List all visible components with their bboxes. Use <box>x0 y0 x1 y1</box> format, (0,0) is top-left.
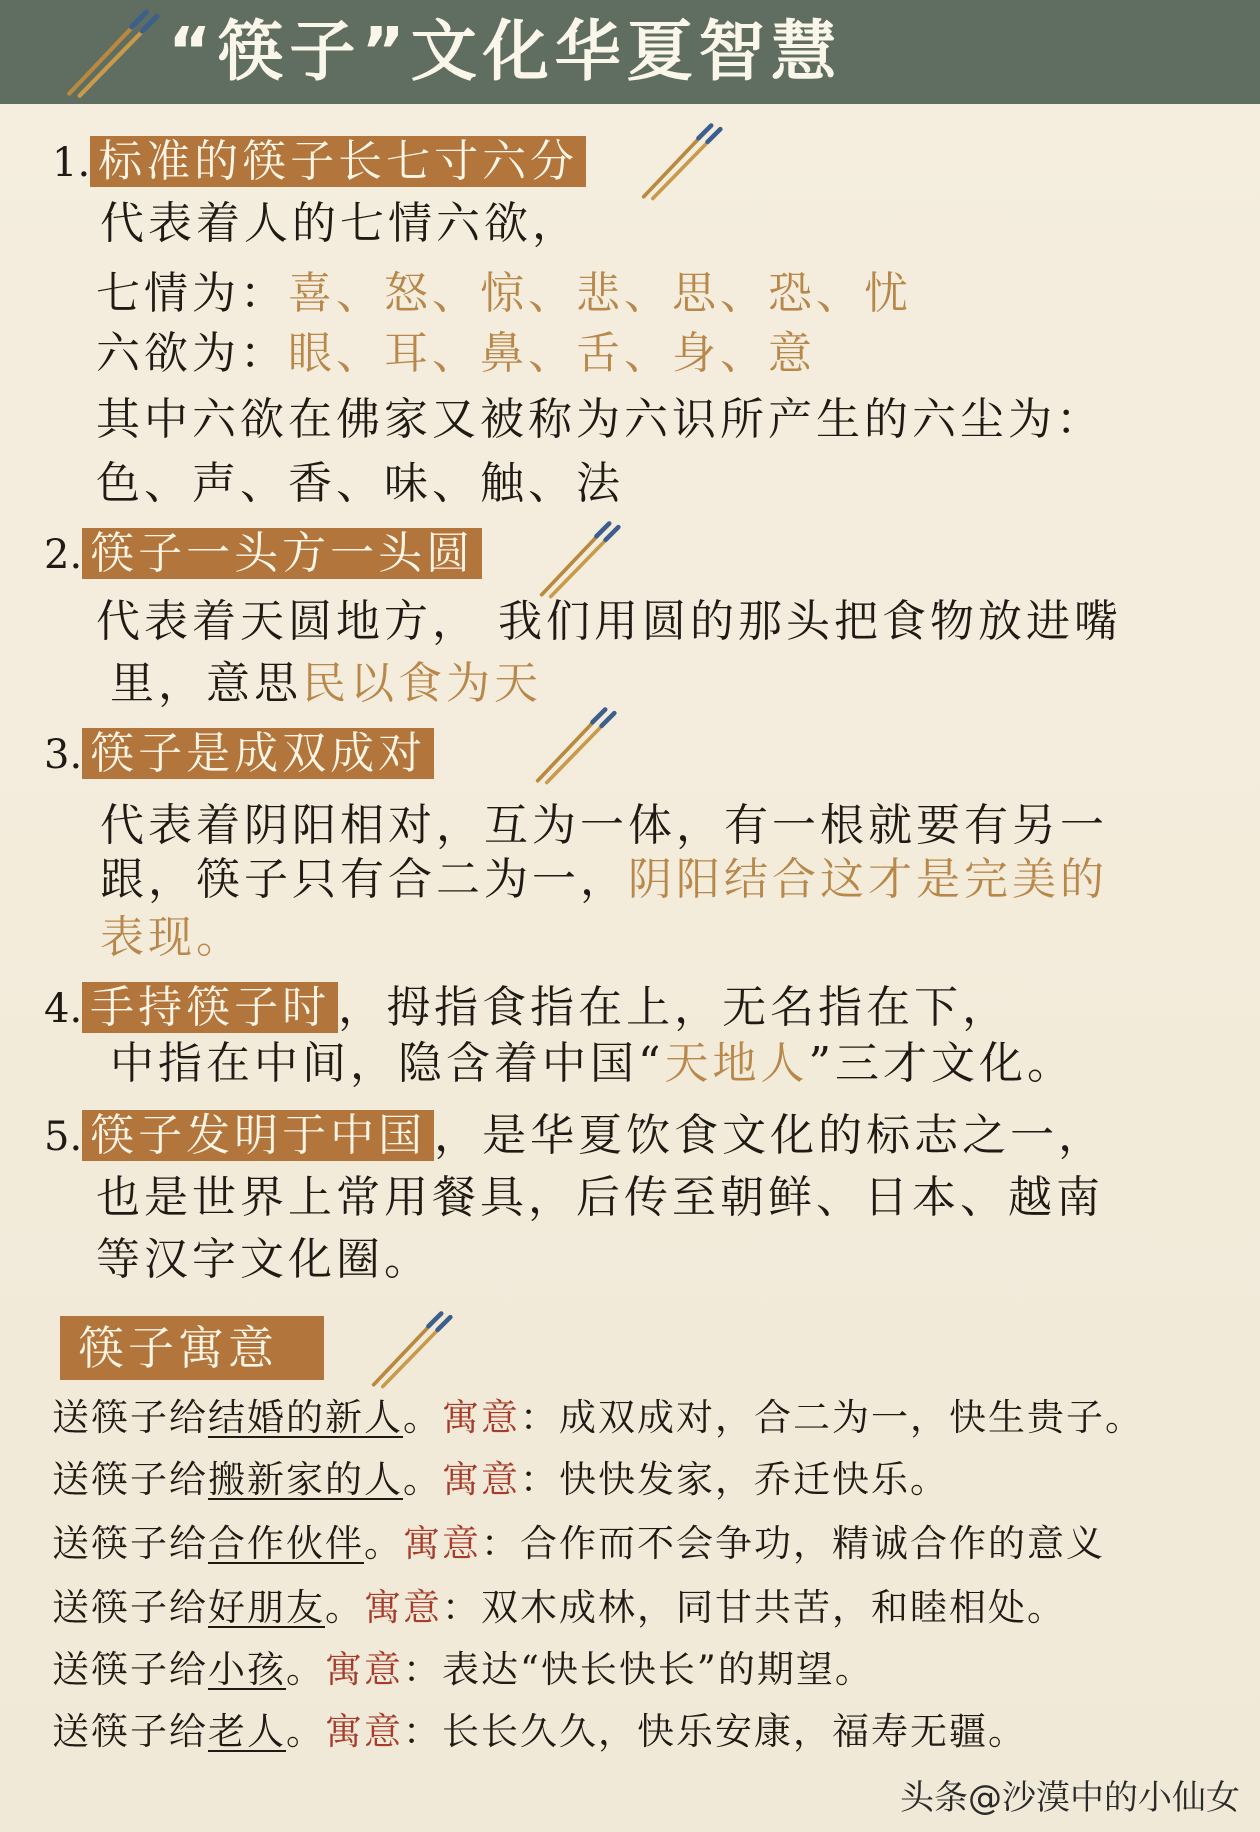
meaning-row: 送筷子给小孩。寓意：表达“快长快长”的期望。 <box>52 1648 874 1691</box>
meaning-row: 送筷子给好朋友。寓意：双木成林，同甘共苦，和睦相处。 <box>52 1586 1066 1629</box>
item-1-line-liu: 六欲为：眼、耳、鼻、舌、身、意 <box>96 328 816 379</box>
item-4-line-2: 中指在中间，隐含着中国“天地人”三才文化。 <box>110 1038 1075 1089</box>
title-bar <box>0 0 1260 104</box>
meaning-row: 送筷子给搬新家的人。寓意：快快发家，乔迁快乐。 <box>52 1458 949 1501</box>
chopsticks-icon <box>58 6 168 102</box>
meaning-row: 送筷子给合作伙伴。寓意：合作而不会争功，精诚合作的意义 <box>52 1522 1105 1565</box>
item-1-line-1: 代表着人的七情六欲， <box>100 198 580 249</box>
watermark: 头条@沙漠中的小仙女 <box>900 1778 1240 1818</box>
page-title: “筷子”文化华夏智慧 <box>168 13 843 90</box>
item-3-line-1: 代表着阴阳相对，互为一体，有一根就要有另一 <box>100 800 1108 851</box>
item-1-line-4: 其中六欲在佛家又被称为六识所产生的六尘为： <box>96 394 1104 445</box>
item-3-line-2: 跟，筷子只有合二为一，阴阳结合这才是完美的 <box>100 854 1108 905</box>
item-1-heading: 1. 标准的筷子长七寸六分 <box>52 134 586 191</box>
meaning-row: 送筷子给结婚的新人。寓意：成双成对，合二为一，快生贵子。 <box>52 1396 1144 1439</box>
item-3-line-3: 表现。 <box>100 912 244 963</box>
chopsticks-icon <box>370 1308 454 1392</box>
item-2-heading: 2. 筷子一头方一头圆 <box>44 526 482 583</box>
chopsticks-icon <box>538 518 622 602</box>
item-1-line-5: 色、声、香、味、触、法 <box>96 458 624 509</box>
item-5-line-2: 也是世界上常用餐具，后传至朝鲜、日本、越南 <box>96 1172 1104 1223</box>
meaning-row: 送筷子给老人。寓意：长长久久，快乐安康，福寿无疆。 <box>52 1710 1027 1753</box>
item-2-line-1: 代表着天圆地方， 我们用圆的那头把食物放进嘴 <box>96 596 1122 647</box>
item-2-line-2: 里，意思民以食为天 <box>110 658 542 709</box>
item-4-heading: 4. 手持筷子时 ，拇指食指在上，无名指在下， <box>44 982 1011 1033</box>
item-5-heading: 5. 筷子发明于中国 ，是华夏饮食文化的标志之一， <box>44 1110 1107 1161</box>
meaning-title: 筷子寓意 <box>60 1316 324 1380</box>
item-5-line-3: 等汉字文化圈。 <box>96 1234 432 1285</box>
chopsticks-icon <box>640 120 724 204</box>
item-1-line-qi: 七情为：喜、怒、惊、悲、思、恐、忧 <box>96 268 912 319</box>
item-3-heading: 3. 筷子是成双成对 <box>44 726 434 783</box>
chopsticks-icon <box>534 704 618 788</box>
